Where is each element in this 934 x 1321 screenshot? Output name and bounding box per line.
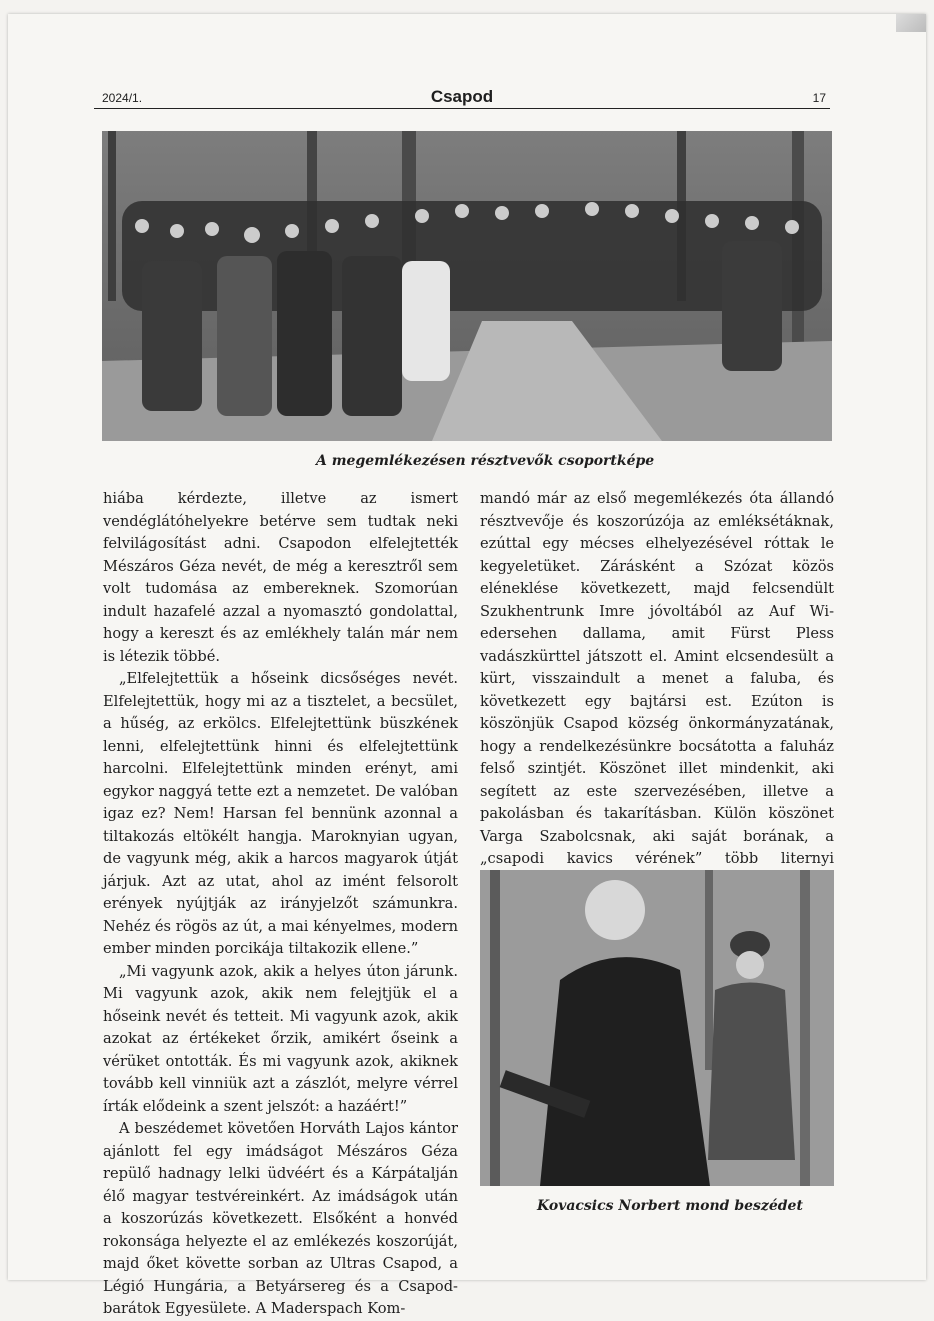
group-photo xyxy=(102,131,832,441)
issue-number: 2024/1. xyxy=(102,91,143,105)
left-column xyxy=(103,488,458,1321)
paragraph: „Mi vagyunk azok, akik a helyes úton járunk. Mi vagyunk azok, akik nem felejtjük el a hőseink nevét és tetteit. Mi vagyunk azok, akik azokat az értékeket őrzik, amikért őseink a vérüket ontották. És mi vagyunk azok, akiknek tovább kell vinniük azt a zászlót, melyre vérrel írták elődeink a szent jelszót: a hazáért!” xyxy=(103,962,458,1115)
page-number: 17 xyxy=(812,91,826,105)
paragraph: A beszédemet követően Horváth Lajos kántor ajánlott fel egy imádságot Mészáros Géza repülő hadnagy lelki üdvéért és a Kárpátalján élő magyar testvéreinkért. Az imádságok után a koszorúzás következett. Elsőként a honvéd rokonsága helyezte el az emlékezés koszorúját, majd őket követte sorban az Ultras Csapod, a Légió Hungária, a Betyársereg és a Csapod-barátok Egyesülete. A Maderspach Kom- xyxy=(103,1120,458,1317)
paragraph: „Elfelejtettük a hőseink dicsőséges nevét. Elfelejtettük, hogy mi az a tisztelet, a becsület, a hűség, az erkölcs. Elfelejtettünk büszkének lenni, elfelejtettünk hinni és elfelejtettünk harcolni. Elfelejtettünk minden erényt, ami egykor naggyá tette ezt a nemzetet. De valóban igaz ez? Nem! Harsan fel bennünk azonnal a tiltakozás eltökélt hangja. Maroknyian ugyan, de vagyunk még, akik a harcos magyarok útját járjuk. Azt az utat, ahol az imént felsorolt erények nyújtják az irányjelzőt számunkra. Nehéz és rögös az út, a mai kényelmes, modern ember minden porcikája tiltakozik ellene.” xyxy=(103,670,458,957)
paragraph: mandó már az első megemlékezés óta állandó résztvevője és koszorúzója az emléksétáknak, ezúttal egy mécses elhelyezésével róttak le kegyeletüket. Zárásként a Szózat közös eléneklése következett, majd felcsendült Szukhentrunk Imre jóvoltából az Auf Wiedersehen dallama, amit Fürst Pless vadászkürttel játszott el. Amint elcsendesült a kürt, visszaindult a menet a faluba, és következett egy bajtársi est. Ezúton is köszönjük Csapod község önkormányzatának, hogy a rendelkezésünkre bocsátotta a faluház felső szintjét. Köszönet illet mindenkit, aki segített az este szervezésében, illetve a pakolásban és takarításban. Külön köszönet Varga Szabolcsnak, aki saját borának, a „csapodi kavics vérének” több liternyi xyxy=(480,490,834,867)
page-header xyxy=(94,86,830,109)
group-photo-image xyxy=(102,131,832,441)
publication-title: Csapod xyxy=(430,87,494,106)
group-photo-caption: A megemlékezésen résztvevők csoportképe xyxy=(316,453,655,469)
speech-photo-image xyxy=(480,870,834,1186)
folded-corner xyxy=(896,14,926,32)
paragraph: hiába kérdezte, illetve az ismert vendéglátóhelyekre betérve sem tudtak neki felvilágosítást adni. Csapodon elfelejtették Mészáros Géza nevét, de még a keresztről sem volt tudomása az embereknek. Szomorúan indult hazafelé azzal a nyomasztó gondolattal, hogy a kereszt és az emlékhely talán már nem is létezik többé. xyxy=(103,490,458,665)
speech-photo-caption: Kovacsics Norbert mond beszédet xyxy=(537,1198,803,1214)
speech-photo xyxy=(480,870,834,1186)
